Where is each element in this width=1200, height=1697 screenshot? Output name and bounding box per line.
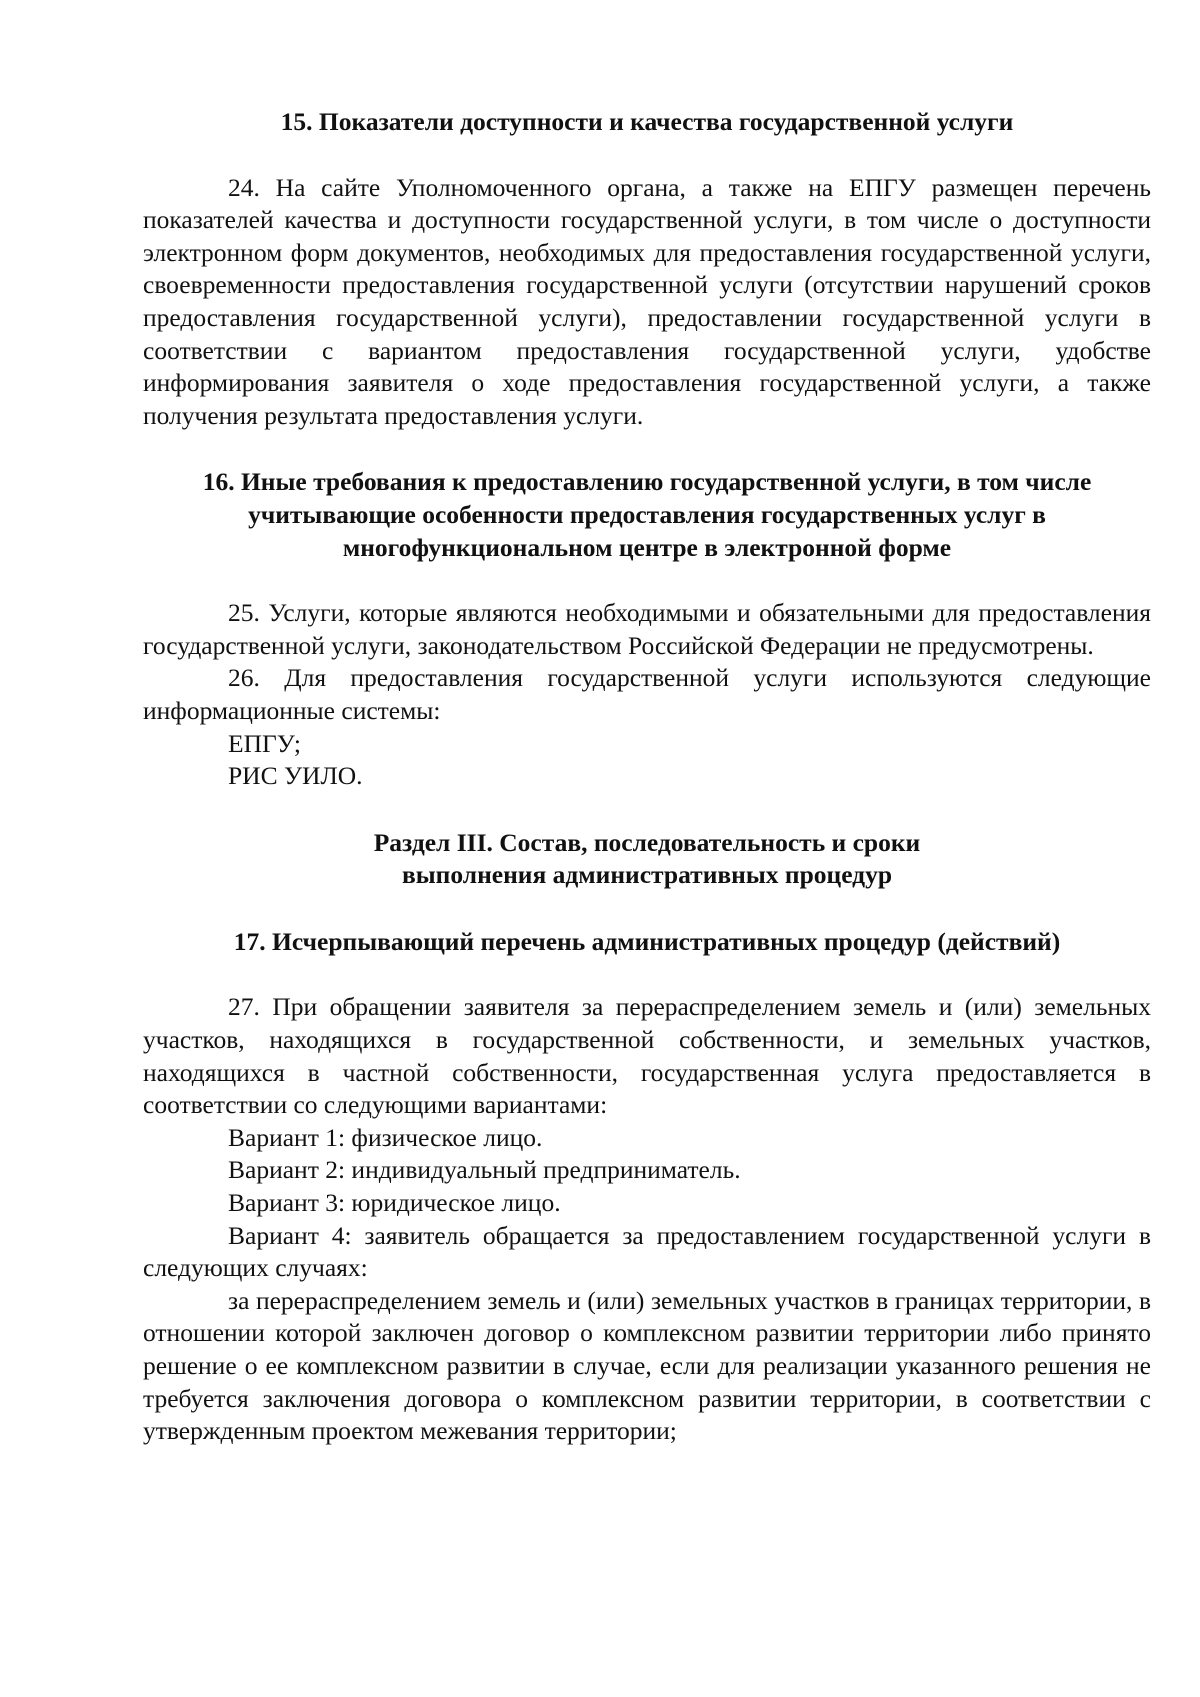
paragraph-25: 25. Услуги, которые являются необходимыми и обязательными для предоставления государственной услуги, законодательством Российской Федерации не предусмотрены. — [143, 598, 1151, 660]
info-system-epgu: ЕПГУ; — [228, 728, 301, 758]
variant-3: Вариант 3: юридическое лицо. — [228, 1188, 561, 1218]
variant-4-case-1: за перераспределением земель и (или) земельных участков в границах территории, в отношении которой заключен договор о комплексном развитии территории либо принято решение о ее комплексном развитии в случае, если для реализации указанного решения не требуется заключения договора о комплексном развитии территории, в соответствии с утвержденным проектом межевания территории; — [143, 1285, 1151, 1446]
variant-4: Вариант 4: заявитель обращается за предоставлением государственной услуги в следующих случаях: — [143, 1220, 1151, 1283]
paragraph-26: 26. Для предоставления государственной услуги используются следующие информационные системы: — [143, 663, 1151, 725]
document-page — [143, 106, 1151, 1448]
section-3-heading: Раздел III. Состав, последовательность и сроки выполнения административных процедур — [373, 827, 921, 890]
section-15-heading: 15. Показатели доступности и качества государственной услуги — [280, 107, 1014, 136]
variant-2: Вариант 2: индивидуальный предприниматель. — [228, 1155, 741, 1185]
section-17-heading: 17. Исчерпывающий перечень административных процедур (действий) — [233, 926, 1061, 956]
info-system-ris-uilo: РИС УИЛО. — [228, 761, 363, 791]
paragraph-27: 27. При обращении заявителя за перераспределением земель и (или) земельных участков, находящихся в государственной собственности, и земельных участков, находящихся в частной собственности, государственная услуга предоставляется в соответствии со следующими вариантами: — [143, 992, 1151, 1120]
paragraph-24: 24. На сайте Уполномоченного органа, а также на ЕПГУ размещен перечень показателей качества и доступности государственной услуги, в том числе о доступности электронном форм документов, необходимых для предоставления государственной услуги, своевременности предоставления государственной услуги (отсутствии нарушений сроков предоставления государственной услуги), предоставлении государственной услуги в соответствии с вариантом предоставления государственной услуги, удобстве информирования заявителя о ходе предоставления государственной услуги, а также получения результата предоставления услуги. — [143, 172, 1151, 430]
section-16-heading: 16. Иные требования к предоставлению государственной услуги, в том числе учитывающие особенности предоставления государственных услуг в многофункциональном центре в электронной форме — [202, 467, 1092, 562]
variant-1: Вариант 1: физическое лицо. — [228, 1122, 543, 1152]
